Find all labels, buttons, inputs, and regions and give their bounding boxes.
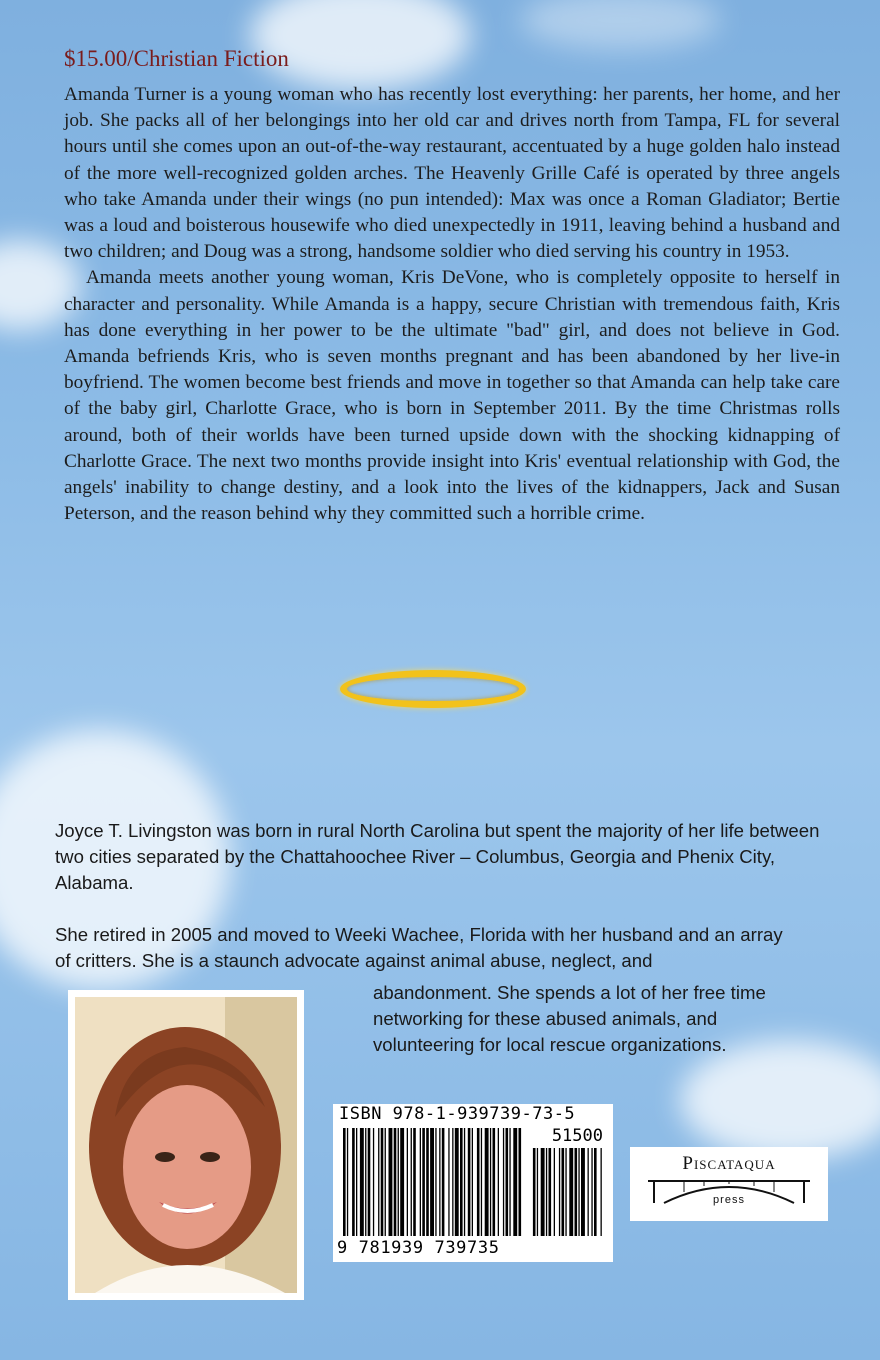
barcode-bar [385,1128,386,1236]
barcode-bar [448,1128,449,1236]
price-category: $15.00/Christian Fiction [64,46,289,71]
barcode-bar [588,1148,589,1236]
publisher-subtitle: press [713,1194,745,1206]
barcode-bar [503,1128,504,1236]
barcode-bar [565,1148,566,1236]
barcode-bar [562,1148,565,1236]
synopsis-paragraph-1: Amanda Turner is a young woman who has recently lost everything: her parents, her home, and her job. She packs all of her belongings into her old car and drives north from Tampa, FL for several hours until she comes upon an out-of-the-way restaurant, accentuated by a huge golden halo instead of the more well-recognized golden arches. The Heavenly Grille Café is operated by three angels who take Amanda under their wings (no pun intended): Max was once a Roman Gladiator; Bertie was a loud and boisterous housewife who died unexpectedly in 1911, leaving behind a husband and two children; and Doug was a strong, handsome soldier who died serving his country in 1953. [64,84,840,263]
barcode-bar [352,1128,355,1236]
barcode-bar [420,1128,421,1236]
barcode-bar [549,1148,552,1236]
barcode-bar [455,1128,459,1236]
isbn-barcode [333,1104,613,1262]
barcode-bar [601,1148,602,1236]
barcode-bar [442,1128,445,1236]
barcode-bar [398,1128,399,1236]
barcode-bar [394,1128,397,1236]
barcode-bar [430,1128,434,1236]
author-portrait-image [75,997,297,1293]
bio-paragraph-2: She retired in 2005 and moved to Weeki Wachee, Florida with her husband and an array of critters. She is a staunch advocate against animal abuse, neglect, and [55,924,783,971]
barcode-bar [389,1128,393,1236]
barcode-bar [569,1148,573,1236]
barcode-bar [594,1148,597,1236]
cloud [520,0,720,50]
cloud [680,1040,880,1160]
price-code: 51500 [551,1126,603,1146]
barcode-bar [460,1128,463,1236]
author-photo [68,990,304,1300]
barcode-bar [519,1128,522,1236]
cloud [250,0,470,90]
barcode-bar [477,1128,480,1236]
synopsis [64,82,840,527]
author-bio [55,818,845,1000]
barcode-bar [472,1128,473,1236]
barcode-bar [411,1128,412,1236]
synopsis-paragraph-2: Amanda meets another young woman, Kris DeVone, who is completely opposite to herself in character and personality. While Amanda is a happy, secure Christian with tremendous faith, Kris has done everything in her power to be the ultimate "bad" girl, and does not believe in God. Amanda befriends Kris, who is seven months pregnant and has been abandoned by her live-in boyfriend. The women become best friends and move in together so that Amanda can help take care of the baby girl, Charlotte Grace, who is born in September 2011. By the time Christmas rolls around, both of their worlds have been turned upside down with the shocking kidnapping of Charlotte Grace. The next two months provide insight into Kris' eventual relationship with God, the angels' inability to change destiny, and a look into the lives of the kidnappers, Jack and Susan Peterson, and the reason behind why they committed such a horrible crime. [64,267,840,525]
barcode-bar [509,1128,510,1236]
barcode-bar [356,1128,357,1236]
barcode-bar [498,1128,499,1236]
barcode-bar [360,1128,364,1236]
barcode-bar [426,1128,429,1236]
barcode-bar [591,1148,592,1236]
barcode-bar [546,1148,547,1236]
barcode-bar [464,1128,465,1236]
barcode-bar [435,1128,436,1236]
barcode-bar [381,1128,384,1236]
barcode-bar [413,1128,416,1236]
barcode-bar [578,1148,579,1236]
barcode-bar [513,1128,517,1236]
barcode-bar [347,1128,348,1236]
barcode-bar [537,1148,538,1236]
ean-number: 9 781939 739735 [337,1238,500,1258]
barcode-bar [439,1128,440,1236]
barcode-bar [581,1148,585,1236]
barcode-bar [481,1128,482,1236]
publisher-name: Piscataqua [682,1153,776,1174]
barcode-bar [506,1128,509,1236]
publisher-logo [630,1147,828,1221]
barcode-bar [533,1148,536,1236]
isbn-text: ISBN 978-1-939739-73-5 [339,1104,576,1124]
barcode-bar [378,1128,379,1236]
bio-paragraph-1: Joyce T. Livingston was born in rural North Carolina but spent the majority of her life between two cities separated by the Chattahoochee River – Columbus, Georgia and Phenix City, Alabama. [55,820,820,893]
barcode-bar [490,1128,491,1236]
barcode-bar [400,1128,404,1236]
bio-paragraph-3: abandonment. She spends a lot of her free time networking for these abused animals, and volunteering for local rescue organizations. [373,982,766,1055]
barcode-bar [343,1128,346,1236]
barcode-bar [365,1128,366,1236]
halo-icon [340,670,526,708]
barcode-bar [452,1128,453,1236]
barcode-bar [368,1128,371,1236]
barcode-bar [407,1128,408,1236]
barcode-bar [559,1148,560,1236]
barcode-bar [575,1148,578,1236]
barcode-bar [422,1128,425,1236]
barcode-bar [373,1128,374,1236]
barcode-bars [339,1128,605,1240]
barcode-bar [468,1128,471,1236]
barcode-bar [493,1128,496,1236]
barcode-bar [485,1128,489,1236]
barcode-bar [554,1148,555,1236]
barcode-bar [541,1148,545,1236]
